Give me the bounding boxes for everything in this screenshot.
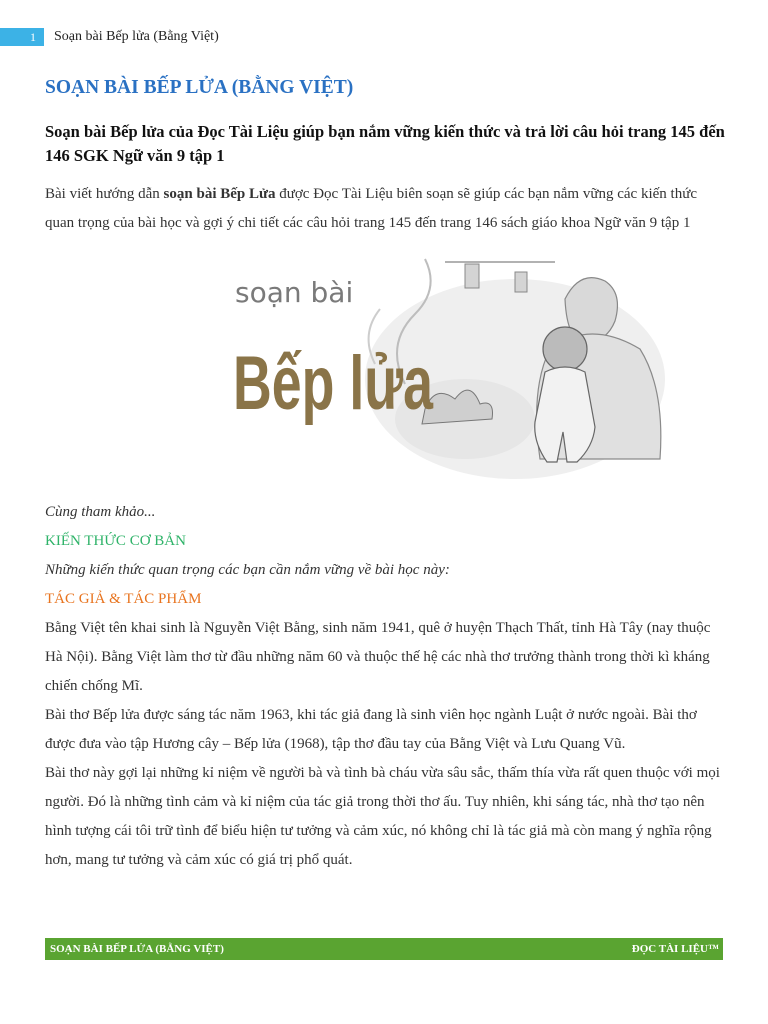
page-number-tab (0, 28, 44, 46)
see-also-text: Cùng tham khảo... (45, 504, 156, 520)
paragraph-author: Bằng Việt tên khai sinh là Nguyễn Việt Bằng, sinh năm 1941, quê ở huyện Thạch Thất, tỉnh Hà Tây (nay thuộc Hà Nội). Bằng Việt làm thơ từ đầu những năm 60 và thuộc thế hệ các nhà thơ trưởng thành trong thời kì kháng chiến chống Mĩ. (45, 620, 711, 694)
intro-bold-text: soạn bài Bếp Lửa (163, 186, 276, 202)
paragraph-poem-origin: Bài thơ Bếp lửa được sáng tác năm 1963, khi tác giả đang là sinh viên học ngành Luật ở nước ngoài. Bài thơ được đưa vào tập Hương cây – Bếp lửa (1968), tập thơ đầu tay của Bằng Việt và Lưu Quang Vũ. (45, 707, 697, 752)
lesson-illustration (45, 244, 725, 494)
intro-paragraph (45, 180, 725, 238)
paragraph-poem-meaning: Bài thơ này gợi lại những kỉ niệm về người bà và tình bà cháu vừa sâu sắc, thấm thía vừa rất quen thuộc với mọi người. Đó là những tình cảm và kỉ niệm của tác giả trong thời thơ ấu. Tuy nhiên, khi sáng tác, nhà thơ tạo nên hình tượng cái tôi trữ tình để biểu hiện tư tưởng và cảm xúc, nó không chỉ là tác giả mà còn mang ý nghĩa rộng hơn, mang tư tưởng và cảm xúc có giá trị phổ quát. (45, 765, 720, 868)
section-author-heading: TÁC GIẢ & TÁC PHẨM (45, 591, 202, 607)
intro-text-after: được Đọc Tài Liệu biên soạn sẽ giúp các bạn nắm vững các kiến thức quan trọng của bài học và gợi ý chi tiết các câu hỏi trang 145 đến trang 146 sách giáo khoa Ngữ văn 9 tập 1 (45, 186, 697, 231)
illustration-small-text: soạn bài (235, 276, 354, 309)
footer-title: SOẠN BÀI BẾP LỬA (BẰNG VIỆT) (50, 943, 224, 955)
document-body (45, 72, 725, 875)
illustration-graphic (45, 244, 725, 494)
page-footer (45, 938, 723, 960)
illustration-big-text: Bếp lửa (233, 341, 434, 426)
page-header (0, 28, 768, 46)
header-title: Soạn bài Bếp lửa (Bằng Việt) (54, 29, 219, 44)
document-title: SOẠN BÀI BẾP LỬA (BẰNG VIỆT) (45, 77, 354, 98)
section-basic-heading: KIẾN THỨC CƠ BẢN (45, 533, 186, 549)
section-basic-note: Những kiến thức quan trọng các bạn cần nắm vững về bài học này: (45, 562, 450, 578)
intro-text-before: Bài viết hướng dẫn (45, 186, 164, 202)
footer-brand: ĐỌC TÀI LIỆU™ (631, 943, 719, 955)
page-number: 1 (30, 30, 36, 44)
document-subtitle: Soạn bài Bếp lửa của Đọc Tài Liệu giúp bạn nắm vững kiến thức và trả lời câu hỏi trang 145 đến 146 SGK Ngữ văn 9 tập 1 (45, 122, 725, 165)
